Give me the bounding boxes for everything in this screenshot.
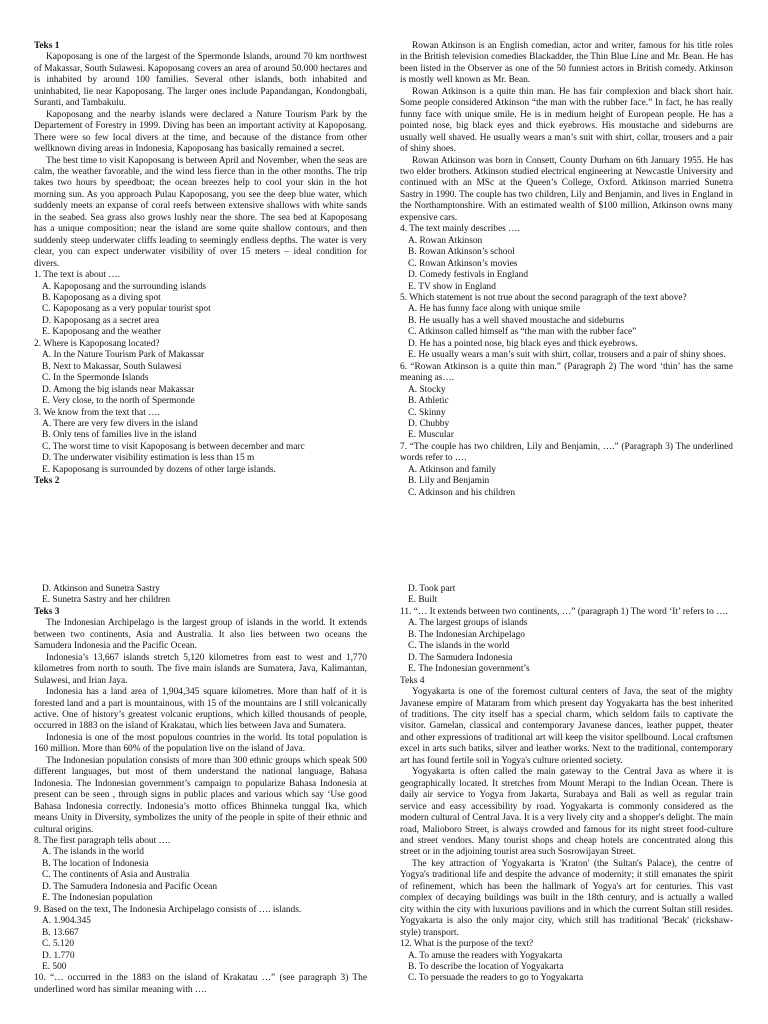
- answer-option: D. 1.770: [42, 950, 75, 961]
- answer-option: D. The Samudera Indonesia and Pacific Ocean: [42, 881, 218, 892]
- question: 1. The text is about ….: [34, 270, 121, 281]
- answer-option: A. 1.904.345: [42, 916, 91, 927]
- answer-option: E. 500: [42, 961, 67, 972]
- answer-option: A. Kapoposang and the surrounding islands: [42, 281, 207, 292]
- paragraph: Yogyakarta is one of the foremost cultural centers of Java, the seat of the mighty Javanese empire of Mataram from which present day Yogyakarta has the best inherited of traditions. The city itself has a special charm, which seldom fails to captivate the visitor. Gamelan, classical and contemporary Javanese dances, leather puppet, theater and other expressions of traditional art will keep the visitor spellbound. Local craftsmen excel in arts such batiks, silver and leather works. Next to the traditional, contemporary art has found fertile soil in Yogya's culture oriented society.: [400, 687, 733, 766]
- answer-option: B. Only tens of families live in the island: [42, 430, 197, 441]
- section-heading: Teks 1: [34, 41, 60, 51]
- answer-option: C. In the Spermonde Islands: [42, 373, 149, 384]
- answer-option: C. The continents of Asia and Australia: [42, 870, 190, 881]
- question: 2. Where is Kapoposang located?: [34, 338, 160, 349]
- answer-option: A. He has funny face along with unique smile: [408, 304, 581, 315]
- paragraph: Rowan Atkinson is an English comedian, actor and writer, famous for his title roles in the British television comedies Blackadder, the Thin Blue Line and Mr. Bean. He has been listed in the Observer as one of the 50 funniest actors in British comedy. Atkinson is mostly well known as Mr. Bean.: [400, 41, 733, 86]
- answer-option: C. The islands in the world: [408, 641, 510, 652]
- answer-option: B. The location of Indonesia: [42, 858, 149, 869]
- column-top-left: [34, 41, 367, 488]
- answer-option: A. There are very few divers in the island: [42, 418, 198, 429]
- answer-option: D. Kapoposang as a secret area: [42, 315, 160, 326]
- question: 6. “Rowan Atkinson is a quite thin man.” (Paragraph 2) The word ‘thin’ has the same meaning as….: [400, 361, 733, 384]
- section-heading: Teks 2: [34, 476, 60, 487]
- question: 10. “… occurred in the 1883 on the island of Krakatau …” (see paragraph 3) The underlined word has similar meaning with ….: [34, 973, 367, 995]
- answer-option: E. Very close, to the north of Spermonde: [42, 396, 195, 407]
- answer-option: C. Atkinson and his children: [408, 487, 516, 498]
- paragraph: The Indonesian Archipelago is the largest group of islands in the world. It extends between two continents, Asia and Australia. It also lies between two oceans the Samudera Indonesia and the Pacific Ocean.: [34, 618, 367, 652]
- answer-option: D. Took part: [408, 584, 456, 594]
- column-bottom-right: [400, 584, 733, 985]
- answer-option: C. Kapoposang as a very popular tourist spot: [42, 304, 211, 315]
- section-heading: Teks 3: [34, 606, 60, 617]
- answer-option: A. To amuse the readers with Yogyakarta: [408, 950, 563, 961]
- paragraph: Indonesia’s 13,667 islands stretch 5,120 kilometres from east to west and 1,770 kilometres from north to south. The five main islands are Sumatera, Java, Kalimantan, Sulawesi, and Irian Jaya.: [34, 652, 367, 686]
- paragraph: Rowan Atkinson was born in Consett, County Durham on 6th January 1955. He has two elder brothers. Atkinson studied electrical engineering at Newcastle University and continued with an MSc at the Queen’s College, Oxford. Atkinson married Sunetra Sastry in 1990. The couple has two children, Lily and Benjamin, and lives in England in the Northamptonshire. With an estimated wealth of $100 million, Atkinson owns many expensive cars.: [400, 155, 733, 223]
- answer-option: E. TV show in England: [408, 281, 496, 292]
- paragraph: Kapoposang and the nearby islands were declared a Nature Tourism Park by the Departement of Forestry in 1999. Diving has been an important activity at Kapoposang. There were so few local divers at the time, and because of the distance from other wellknown diving areas in Indonesia, Kapoposang has basically remained a secret.: [34, 109, 367, 155]
- answer-option: C. To persuade the readers to go to Yogyakarta: [408, 973, 584, 984]
- answer-option: E. He usually wears a man’s suit with shirt, collar, trousers and a pair of shiny shoes.: [408, 350, 726, 361]
- answer-option: B. Next to Makassar, South Sulawesi: [42, 361, 182, 372]
- question: 9. Based on the text, The Indonesia Archipelago consists of …. islands.: [34, 904, 302, 915]
- answer-option: A. In the Nature Tourism Park of Makassar: [42, 350, 205, 361]
- column-top-right: [400, 41, 733, 499]
- answer-option: A. Atkinson and family: [408, 464, 497, 475]
- answer-option: D. Comedy festivals in England: [408, 270, 529, 281]
- answer-option: B. Lily and Benjamin: [408, 476, 490, 487]
- answer-option: D. The underwater visibility estimation is less than 15 m: [42, 453, 255, 464]
- answer-option: C. The worst time to visit Kapoposang is between december and marc: [42, 441, 305, 452]
- answer-option: C. Rowan Atkinson’s movies: [408, 258, 518, 269]
- answer-option: C. 5.120: [42, 939, 75, 950]
- answer-option: E. Kapoposang and the weather: [42, 327, 161, 338]
- column-bottom-left: [34, 584, 367, 996]
- paragraph: Rowan Atkinson is a quite thin man. He has fair complexion and black short hair. Some people considered Atkinson “the man with the rubber face.” In fact, he has really funny face with unique smile. He is in medium height of European people. He has a pointed nose, big black eyes and thick eyebrows. His moustache and sideburns are usually well shaved. He usually wears a man’s suit with shirt, collar, trousers and a pair of shiny shoes.: [400, 86, 733, 155]
- answer-option: D. He has a pointed nose, big black eyes and thick eyebrows.: [408, 338, 638, 349]
- answer-option: D. The Samudera Indonesia: [408, 652, 513, 663]
- answer-option: A. Stocky: [408, 384, 446, 395]
- question: 4. The text mainly describes ….: [400, 224, 520, 235]
- answer-option: E. Sunetra Sastry and her children: [42, 595, 171, 606]
- answer-option: E. Built: [408, 595, 438, 606]
- paragraph: Yogyakarta is often called the main gateway to the Central Java as where it is geographically located. It stretches from Mount Merapi to the Indian Ocean. There is daily air service to Yogya from Jakarta, Surabaya and Bali as well as regular train service and easy accessibility by road. Yogyakarta is commonly considered as the modern cultural of Central Java. It is a very lively city and a shopper's delight. The main road, Malioboro Street, is always crowded and famous for its night street food-culture and street vendors. Many tourist shops and cheap hotels are concentrated along this street or in the adjoining tourist area such Sosrowijayan Street.: [400, 767, 733, 858]
- answer-option: B. To describe the location of Yogyakarta: [408, 961, 564, 972]
- answer-option: B. He usually has a well shaved moustache and sideburns: [408, 315, 625, 326]
- answer-option: E. Kapoposang is surrounded by dozens of other large islands.: [42, 464, 276, 475]
- answer-option: C. Atkinson called himself as “the man with the rubber face”: [408, 327, 637, 338]
- question: 3. We know from the text that ….: [34, 407, 160, 418]
- answer-option: A. The islands in the world: [42, 847, 144, 858]
- answer-option: D. Among the big islands near Makassar: [42, 384, 195, 395]
- answer-option: B. Rowan Atkinson’s school: [408, 247, 515, 258]
- answer-option: D. Atkinson and Sunetra Sastry: [42, 584, 160, 594]
- question: Teks 4: [400, 675, 425, 686]
- paragraph: Kapoposang is one of the largest of the Spermonde Islands, around 70 km northwest of Makassar, South Sulawesi. Kapoposang covers an area of around 50.000 hectares and is inhabited by around 100 families. Several other islands, both inhabited and uninhabited, lie near Kapoposang. The larger ones include Papandangan, Kondongbali, Suranti, and Tambakulu.: [34, 52, 367, 109]
- answer-option: E. The Indonesian population: [42, 893, 153, 904]
- answer-option: A. Rowan Atkinson: [408, 235, 483, 246]
- question: 7. “The couple has two children, Lily and Benjamin, ….” (Paragraph 3) The underlined words refer to ….: [400, 441, 733, 464]
- paragraph: The Indonesian population consists of more than 300 ethnic groups which speak 500 different languages, but most of them understand the national language, Bahasa Indonesia. The Indonesian government’s campaign to popularize Bahasa Indonesia at present can be seen , through signs in public places and various which say ‘Use good Bahasa Indonesia correctly. Indonesia’s motto offices Bhinneka tunggal Ika, which means Unity in Diversity, symbolizes the unity of the people in spite of their ethnic and cultural origins.: [34, 755, 367, 835]
- answer-option: B. The Indonesian Archipelago: [408, 629, 525, 640]
- answer-option: E. Muscular: [408, 430, 454, 441]
- answer-option: C. Skinny: [408, 407, 446, 418]
- answer-option: B. 13.667: [42, 927, 79, 938]
- question: 8. The first paragraph tells about ….: [34, 835, 171, 846]
- question: 11. “… It extends between two continents, …” (paragraph 1) The word ‘It’ refers to ….: [400, 606, 728, 617]
- paragraph: Indonesia is one of the most populous countries in the world. Its total population is 160 million. More than 60% of the population live on the island of Java.: [34, 732, 367, 755]
- answer-option: D. Chubby: [408, 418, 450, 429]
- question: 5. Which statement is not true about the second paragraph of the text above?: [400, 292, 687, 303]
- answer-option: A. The largest groups of islands: [408, 618, 528, 629]
- answer-option: B. Kapoposang as a diving spot: [42, 292, 161, 303]
- answer-option: E. The Indonesian government’s: [408, 664, 530, 675]
- question: 12. What is the purpose of the text?: [400, 939, 534, 950]
- answer-option: B. Athletic: [408, 396, 449, 407]
- paragraph: The best time to visit Kapoposang is between April and November, when the seas are calm, the weather favorable, and the wind less fierce than in the other months. The trip takes two hours by speedboat; the ocean breezes help to cool your skin in the hot morning sun. As you approach Pulau Kapoposang, you see the deep blue water, which suddenly meets an expanse of coral reefs between extensive shallows with white sands in the seabed. Sea grass also grows lushly near the shore. The sea bed at Kapoposang has a unique composition; near the island are some quite shallow contours, and then suddenly steep underwater cliffs leading to seemingly endless depths. The water is very clear, you can expect underwater visibility of over 15 meters – ideal condition for divers.: [34, 155, 367, 269]
- paragraph: The key attraction of Yogyakarta is 'Kraton' (the Sultan's Palace), the centre of Yogya's traditional life and despite the advance of modernity; it still emanates the spirit of refinement, which has been the hallmark of Yogya's art for centuries. This vast complex of decaying buildings was built in the 18th century, and is actually a walled city within the city with luxurious pavilions and in which the current Sultan still resides. Yogyakarta is also the only major city, which still has traditional 'Becak' (rickshaw-style) transport.: [400, 858, 733, 938]
- paragraph: Indonesia has a land area of 1,904,345 square kilometres. More than half of it is forested land and a part is mountainous, with 15 of the mountains are I still volcanically active. One of history’s greatest volcanic eruptions, which killed thousands of people, occurred in 1883 on the island of Krakatau, which lies between Java and Sumatera.: [34, 687, 367, 732]
